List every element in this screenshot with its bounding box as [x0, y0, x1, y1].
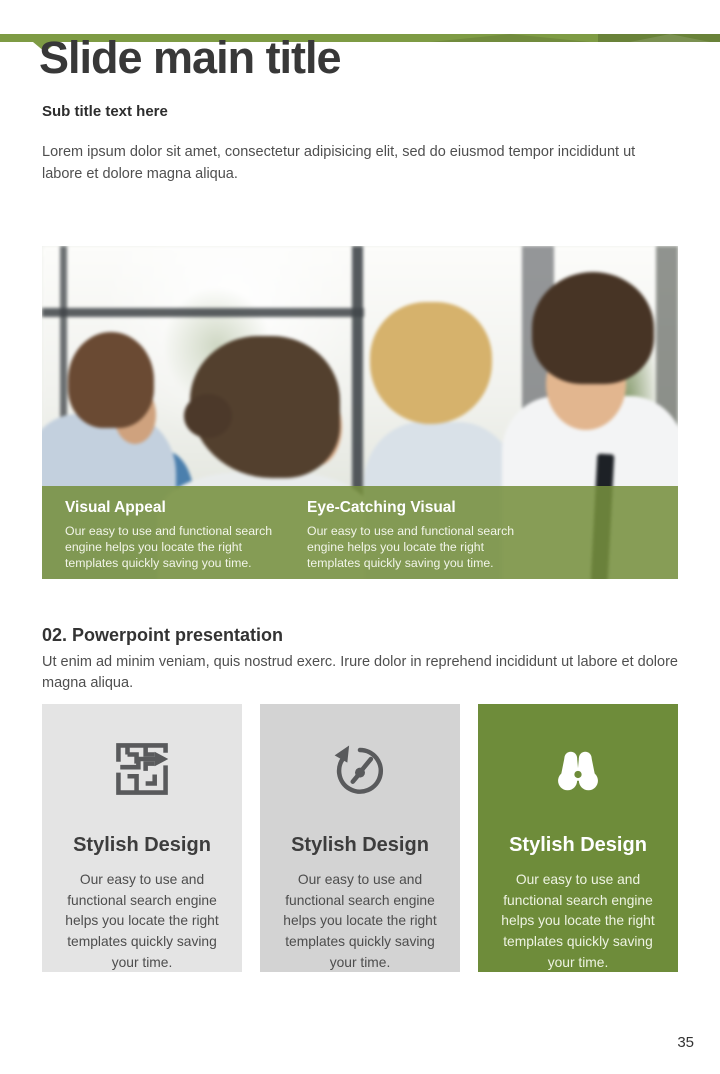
hero-photo [42, 246, 678, 579]
section-heading: 02. Powerpoint presentation [42, 624, 284, 645]
card-title: Stylish Design [291, 834, 429, 857]
hero-caption-title: Eye-Catching Visual [307, 498, 456, 516]
hero-caption [307, 499, 567, 579]
hero-caption-overlay [42, 486, 678, 579]
card-title: Stylish Design [509, 834, 647, 857]
card-body: Our easy to use and functional search engine helps you locate the right templates quickly saving your time. [65, 872, 219, 970]
section-paragraph: Ut enim ad minim veniam, quis nostrud exerc. Irure dolor in reprehend incididunt ut labore et dolore magna aliqua. [42, 653, 678, 692]
card-body: Our easy to use and functional search engine helps you locate the right templates quickly saving your time. [283, 872, 437, 970]
hero-caption-title: Visual Appeal [65, 498, 166, 516]
feature-cards [42, 704, 678, 972]
page-number: 35 [677, 1034, 694, 1051]
card-title: Stylish Design [73, 834, 211, 857]
card-body: Our easy to use and functional search engine helps you locate the right templates quickly saving your time. [501, 872, 655, 970]
slide-content [0, 34, 720, 972]
hero-caption-body: Our easy to use and functional search engine helps you locate the right templates quickly saving you time. [65, 523, 273, 570]
hero-caption [65, 499, 307, 579]
hero-caption-body: Our easy to use and functional search engine helps you locate the right templates quickly saving you time. [307, 523, 515, 570]
slide-subtitle: Sub title text here [42, 102, 168, 120]
history-clock-icon [260, 738, 460, 800]
feature-card-2 [260, 704, 460, 972]
feature-card-1 [42, 704, 242, 972]
feature-card-3 [478, 704, 678, 972]
slide-main-title: Slide main title [39, 32, 341, 83]
binoculars-icon [478, 738, 678, 800]
intro-paragraph: Lorem ipsum dolor sit amet, consectetur adipisicing elit, sed do eiusmod tempor incididunt ut labore et dolore magna aliqua. [42, 143, 636, 183]
maze-arrow-icon [42, 738, 242, 800]
